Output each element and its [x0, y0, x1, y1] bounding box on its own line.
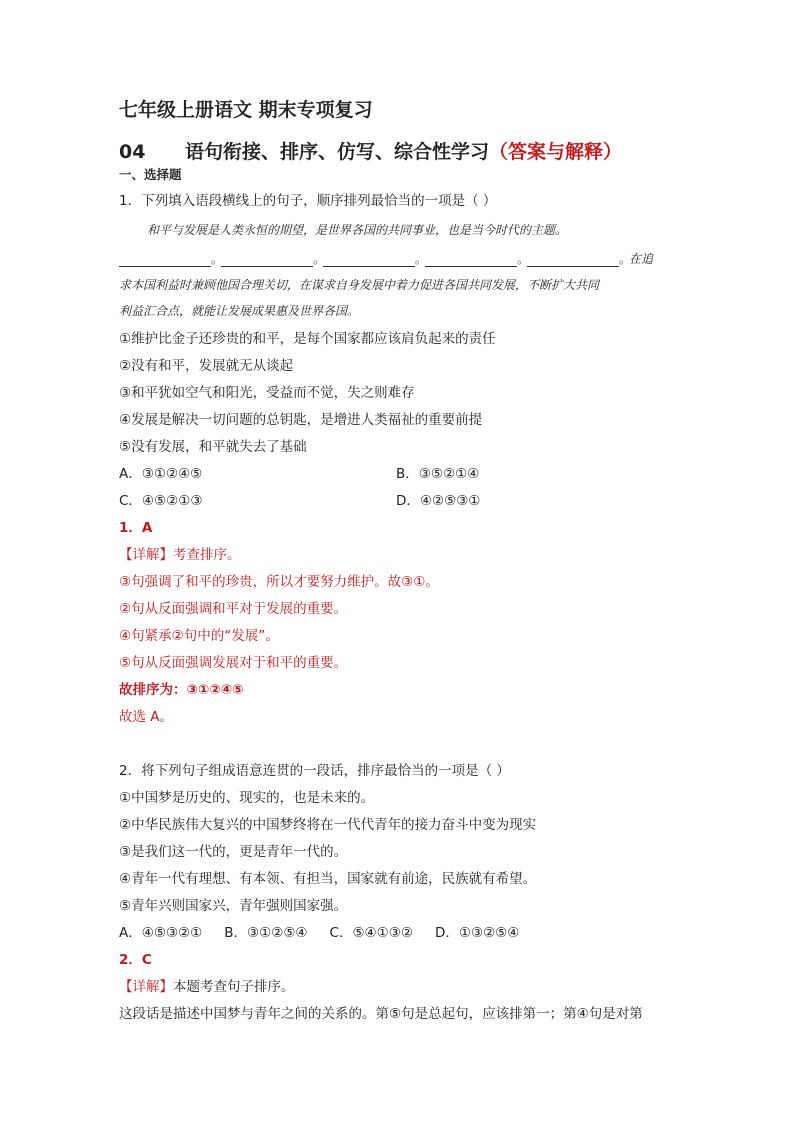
q1-continue-line-2: 利益汇合点，就能让发展成果惠及世界各国。 [119, 304, 360, 318]
explain-tag: 【详解】 [119, 547, 173, 563]
q1-explain-line-2: ②句从反面强调和平对于发展的重要。 [119, 601, 348, 617]
q2-option-c: C．⑤④①③② [329, 925, 413, 941]
q2-options [119, 924, 541, 942]
section-heading [119, 140, 622, 164]
q2-option-b: B．③①②⑤④ [224, 925, 308, 941]
explain-tag: 【详解】 [119, 979, 173, 995]
q1-tail-text: 在追 [629, 252, 654, 266]
q2-item-2: ②中华民族伟大复兴的中国梦终将在一代代青年的接力奋斗中变为现实 [119, 817, 537, 833]
q1-explain-line-4: ⑤句从反面强调发展对于和平的重要。 [119, 655, 348, 671]
document-title: 七年级上册语文 期末专项复习 [119, 99, 373, 121]
q2-explain-line: 这段话是描述中国梦与青年之间的关系的。第⑤句是总起句，应该排第一；第④句是对第 [119, 1006, 643, 1022]
q1-item-3: ③和平犹如空气和阳光，受益而不觉，失之则难存 [119, 385, 415, 401]
q1-order-line [119, 681, 244, 699]
section-answer-note: （答案与解释） [489, 141, 623, 163]
blank-3 [323, 254, 415, 267]
q2-item-5: ⑤青年兴则国家兴，青年强则国家强。 [119, 898, 348, 914]
q1-explanation: 【详解】考查排序。 [119, 547, 241, 563]
q1-blank-line: 。 。 。 。 。在追 [119, 248, 679, 264]
q1-explain-line-3: ④句紧承②句中的“发展”。 [119, 628, 279, 644]
q1-intro-text: 和平与发展是人类永恒的期望，是世界各国的共同事业，也是当今时代的主题。 [147, 223, 568, 237]
part-heading: 一、选择题 [119, 167, 182, 182]
q1-stem: 1．下列填入语段横线上的句子，顺序排列最恰当的一项是（ ） [119, 193, 497, 209]
blank-4 [425, 254, 517, 267]
q2-item-1: ①中国梦是历史的、现实的，也是未来的。 [119, 790, 375, 806]
q2-option-a: A．④⑤③②① [119, 925, 203, 941]
q1-item-5: ⑤没有发展，和平就失去了基础 [119, 439, 307, 455]
blank-2 [221, 254, 313, 267]
q1-option-d: D．④②⑤③① [396, 493, 481, 509]
q1-item-4: ④发展是解决一切问题的总钥匙，是增进人类福祉的重要前提 [119, 412, 483, 428]
q1-item-2: ②没有和平，发展就无从谈起 [119, 358, 294, 374]
q1-option-a: A．③①②④⑤ [119, 466, 203, 482]
q2-item-4: ④青年一代有理想、有本领、有担当，国家就有前途，民族就有希望。 [119, 871, 537, 887]
q1-item-1: ①维护比金子还珍贵的和平，是每个国家都应该肩负起来的责任 [119, 331, 496, 347]
q1-answer: 1．A [119, 520, 153, 536]
section-number: 04 [119, 141, 146, 163]
q2-stem: 2．将下列句子组成语意连贯的一段话，排序最恰当的一项是（ ） [119, 763, 510, 779]
q1-option-b: B．③⑤②①④ [396, 466, 480, 482]
q2-explanation: 【详解】本题考查句子排序。 [119, 979, 295, 995]
blank-5 [527, 254, 619, 267]
order-label: 故排序为： [119, 682, 187, 698]
q2-item-3: ③是我们这一代的，更是青年一代的。 [119, 844, 348, 860]
q1-continue-line-1: 求本国利益时兼顾他国合理关切，在谋求自身发展中着力促进各国共同发展，不断扩大共同 [119, 278, 600, 292]
q1-choose-line: 故选 A。 [119, 709, 174, 725]
q1-option-c: C．④⑤②①③ [119, 493, 203, 509]
order-value: ③①②④⑤ [186, 682, 244, 698]
q1-explain-line-1: ③句强调了和平的珍贵，所以才要努力维护。故③①。 [119, 574, 439, 590]
section-title: 语句衔接、排序、仿写、综合性学习 [185, 141, 490, 163]
q2-option-d: D．①③②⑤④ [434, 925, 520, 941]
blank-1 [119, 254, 211, 267]
q2-answer: 2．C [119, 952, 152, 968]
